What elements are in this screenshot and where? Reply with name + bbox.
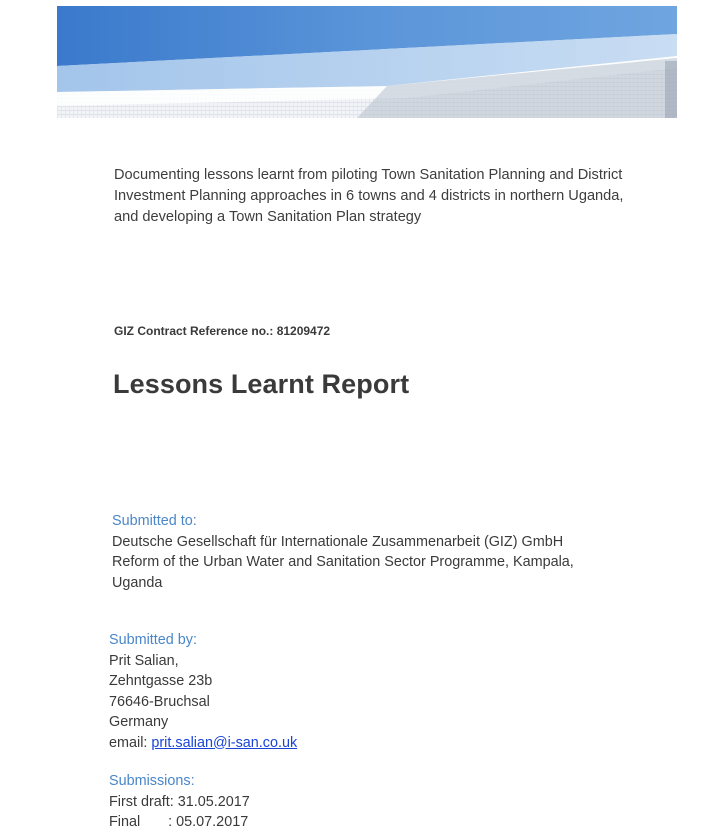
header-banner	[57, 6, 677, 118]
submitter-email-line	[109, 733, 509, 754]
submitter-name: Prit Salian,	[109, 652, 179, 669]
intro-description	[114, 165, 634, 228]
submitter-country: Germany	[109, 714, 169, 730]
submissions-section	[109, 771, 509, 833]
address-line: Deutsche Gesellschaft für Internationale Zusammenarbeit (GIZ) GmbH	[112, 533, 564, 550]
submitter-street: Zehntgasse 23b	[109, 673, 213, 689]
page-title: Lessons Learnt Report	[113, 369, 410, 399]
submitter-city: 76646-Bruchsal	[109, 693, 210, 710]
intro-line: and developing a Town Sanitation Plan strategy	[114, 209, 422, 225]
submitted-by-heading: Submitted by:	[109, 632, 197, 648]
intro-line: Investment Planning approaches in 6 towns and 4 districts in northern Uganda,	[114, 188, 624, 204]
banner-graphic	[57, 6, 677, 118]
submissions-heading: Submissions:	[109, 773, 195, 789]
address-line: Uganda	[112, 574, 163, 591]
address-line: Reform of the Urban Water and Sanitation Sector Programme, Kampala,	[112, 554, 574, 570]
first-draft-date: First draft: 31.05.2017	[109, 793, 250, 810]
submitted-to-heading: Submitted to:	[112, 513, 197, 529]
submitted-by-section	[109, 630, 509, 753]
contract-reference: GIZ Contract Reference no.: 81209472	[114, 324, 331, 338]
intro-line: Documenting lessons learnt from piloting Town Sanitation Planning and District	[114, 167, 623, 183]
submitted-to-section	[112, 511, 672, 593]
final-date: Final : 05.07.2017	[109, 814, 249, 830]
email-label: email:	[109, 734, 152, 751]
email-link[interactable]: prit.salian@i-san.co.uk	[151, 734, 298, 751]
